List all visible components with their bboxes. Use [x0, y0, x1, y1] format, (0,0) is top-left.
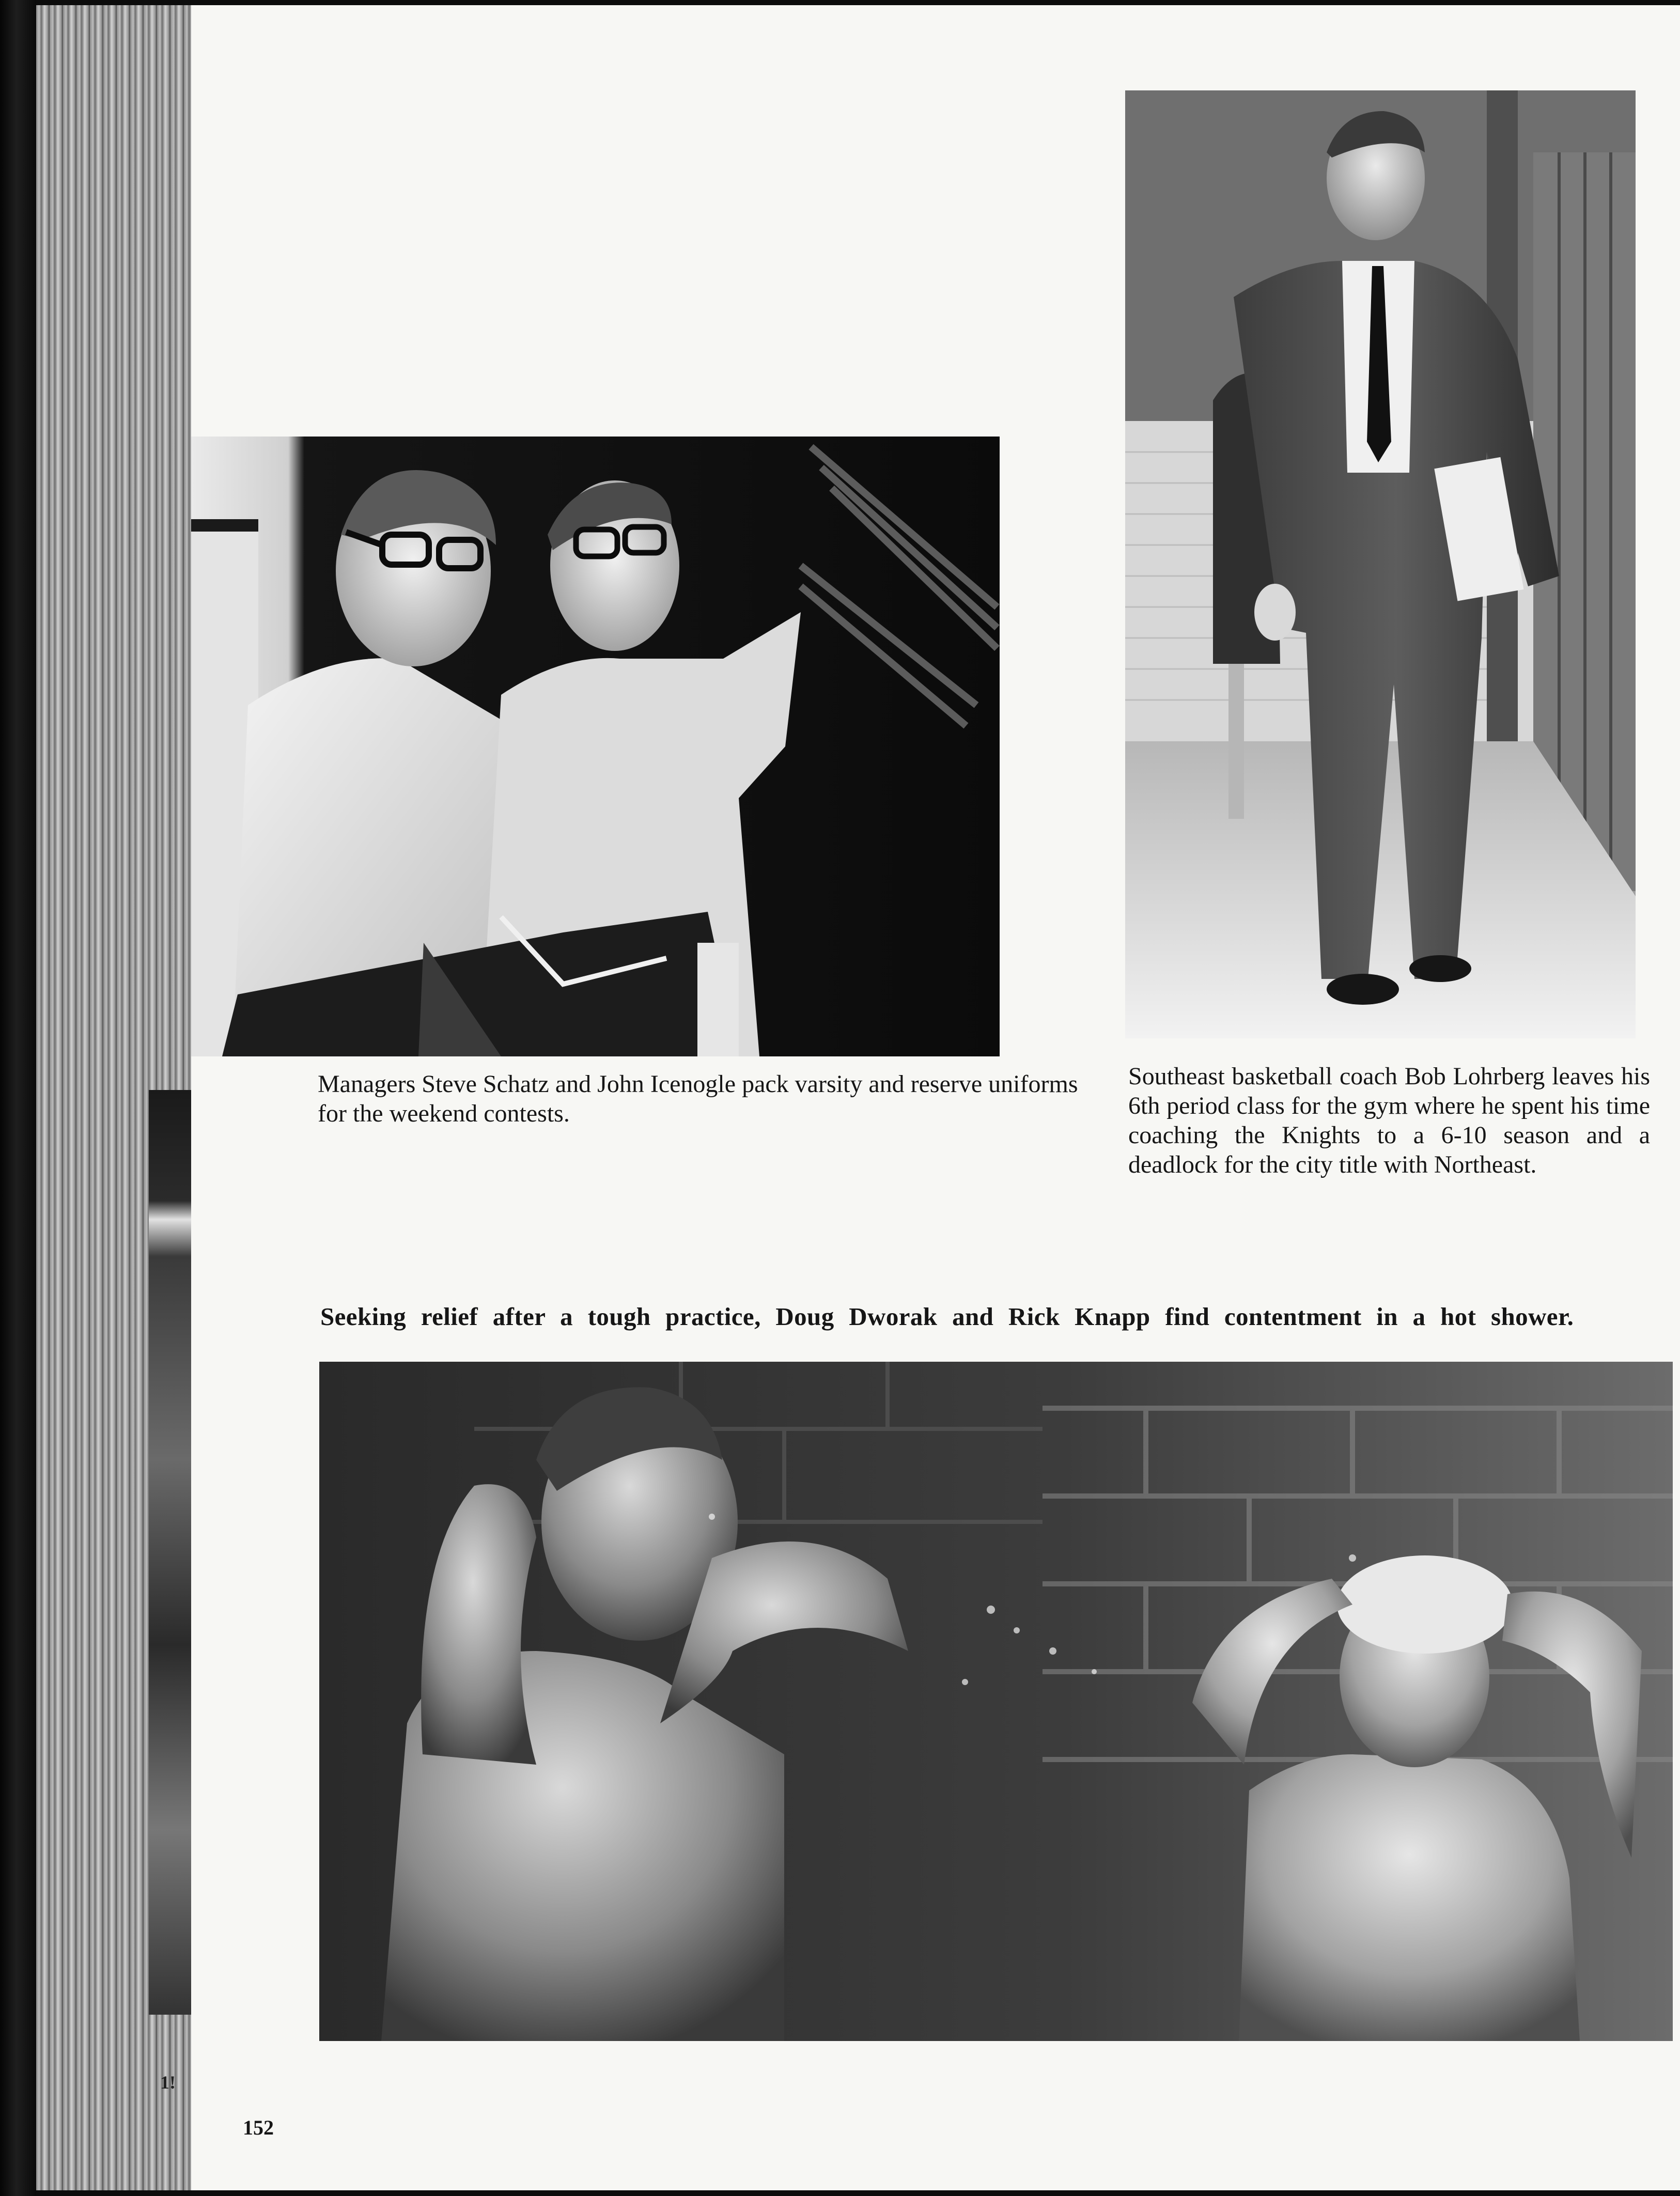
- photo-managers-icon: [191, 437, 1000, 1056]
- page-number: 152: [243, 2116, 274, 2139]
- coach-caption: Southeast basketball coach Bob Lohrberg leaves his 6th period class for the gym where he spent his time coaching the Knights to a 6-10 season and a deadlock for the city title with Northeast.: [1128, 1063, 1650, 1178]
- photo-coach-icon: [1125, 90, 1636, 1038]
- coach-photo: [1125, 90, 1636, 1038]
- book-binding: [0, 0, 36, 2196]
- previous-page-photo-edge: [149, 1090, 196, 2015]
- shower-photo: [319, 1362, 1673, 2041]
- yearbook-page: [191, 5, 1680, 2190]
- managers-caption: Managers Steve Schatz and John Icenogle pack varsity and reserve uniforms for the weekend contests.: [318, 1070, 1078, 1127]
- previous-page-number: 1!: [160, 2072, 176, 2093]
- managers-photo: [191, 437, 1000, 1056]
- shower-caption: Seeking relief after a tough practice, Doug Dworak and Rick Knapp find contentment in a hot shower.: [320, 1302, 1574, 1331]
- photo-shower-icon: [319, 1362, 1673, 2041]
